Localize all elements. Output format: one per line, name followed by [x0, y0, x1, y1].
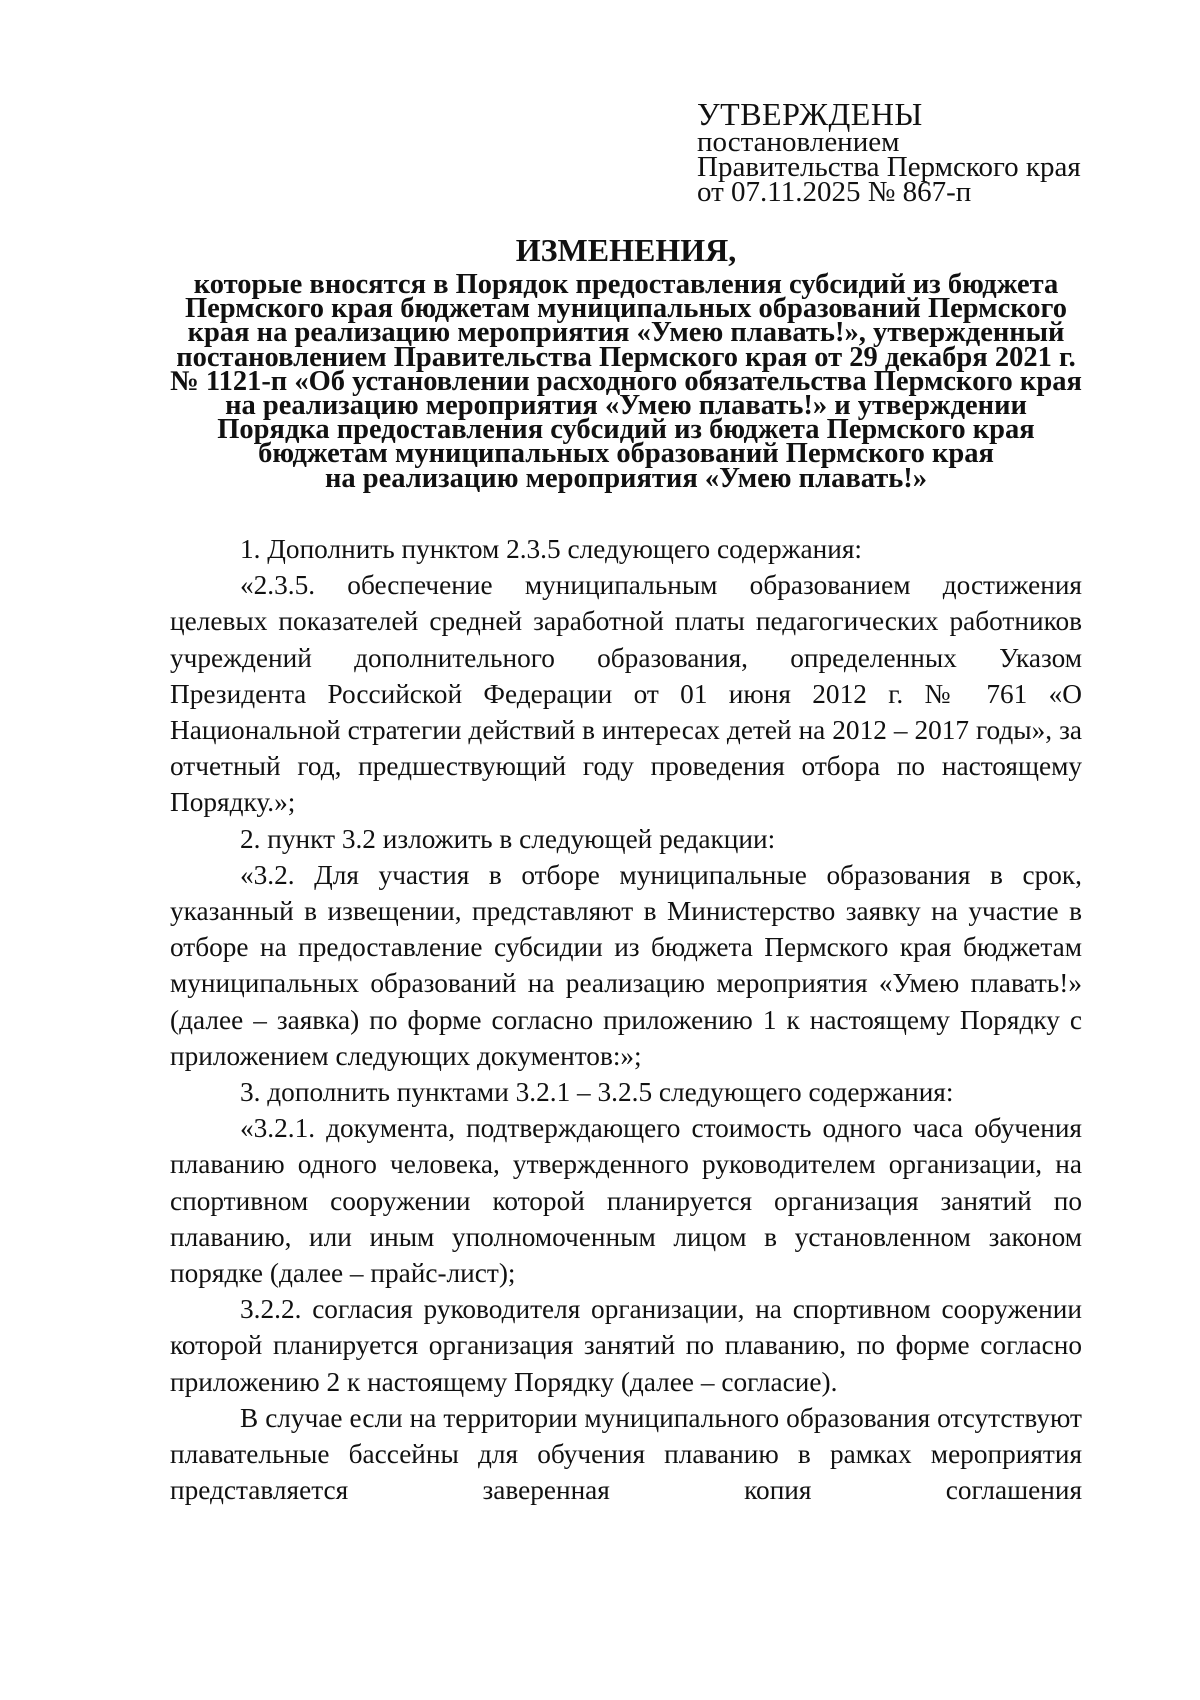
subtitle-line: постановлением Правительства Пермского края от 29 декабря 2021 г. — [176, 341, 1076, 373]
subtitle-line: бюджетам муниципальных образований Пермского края — [258, 438, 994, 470]
paragraph-item-3: 3. дополнить пунктами 3.2.1 – 3.2.5 следующего содержания: — [240, 1077, 954, 1108]
approval-line: от 07.11.2025 № 867-п — [697, 176, 972, 208]
subtitle-line: края на реализацию мероприятия «Умею плавать!», утвержденный — [187, 317, 1065, 349]
subtitle-line: на реализацию мероприятия «Умею плавать!» и утверждении — [225, 390, 1027, 422]
approval-stamp — [697, 96, 1117, 208]
subtitle-line: Порядка предоставления субсидий из бюджета Пермского края — [217, 414, 1035, 446]
paragraph-3-2-2: 3.2.2. согласия руководителя организации, на спортивном сооружении которой планируется организация занятий по плаванию, по форме согласно приложению 2 к настоящему Порядку (далее – согласие). — [170, 1294, 1082, 1397]
document-body — [170, 531, 1082, 1508]
subtitle-line: № 1121-п «Об установлении расходного обязательства Пермского края — [170, 365, 1082, 397]
document-subtitle — [160, 269, 1092, 494]
paragraph-quote-3-2-1: «3.2.1. документа, подтверждающего стоимость одного часа обучения плаванию одного человека, утвержденного руководителем организации, на спортивном сооружении которой планируется организация занятий по плаванию, или иным уполномоченным лицом в установленном законом порядке (далее – прайс-лист); — [170, 1113, 1082, 1289]
subtitle-line: на реализацию мероприятия «Умею плавать!» — [324, 462, 928, 494]
approval-line: постановлением — [697, 126, 900, 158]
subtitle-line: Пермского края бюджетам муниципальных образований Пермского — [184, 293, 1068, 325]
approval-title: УТВЕРЖДЕНЫ — [697, 96, 923, 132]
document-title: ИЗМЕНЕНИЯ, — [515, 232, 737, 268]
approval-line: Правительства Пермского края — [697, 151, 1081, 183]
paragraph-quote-2-3-5: «2.3.5. обеспечение муниципальным образованием достижения целевых показателей средней заработной платы педагогических работников учреждений дополнительного образования, определенных Указом Президента Российской Федерации от 01 июня 2012 г. № 761 «О Национальной стратегии действий в интересах детей на 2012 – 2017 годы», за отчетный год, предшествующий году проведения отбора по настоящему Порядку.»; — [170, 570, 1082, 818]
paragraph-quote-3-2: «3.2. Для участия в отборе муниципальные образования в срок, указанный в извещении, представляют в Министерство заявку на участие в отборе на предоставление субсидии из бюджета Пермского края бюджетам муниципальных образований на реализацию мероприятия «Умею плавать!» (далее – заявка) по форме согласно приложению 1 к настоящему Порядку с приложением следующих документов:»; — [170, 859, 1082, 1071]
paragraph-item-1: 1. Дополнить пунктом 2.3.5 следующего содержания: — [240, 534, 862, 564]
paragraph-item-2: 2. пункт 3.2 изложить в следующей редакции: — [240, 823, 776, 854]
paragraph-continuation: В случае если на территории муниципального образования отсутствуют плавательные бассейны для обучения плаванию в рамках мероприятия представляется заверенная копия соглашения — [170, 1402, 1082, 1506]
subtitle-line: которые вносятся в Порядок предоставления субсидий из бюджета — [193, 269, 1059, 300]
